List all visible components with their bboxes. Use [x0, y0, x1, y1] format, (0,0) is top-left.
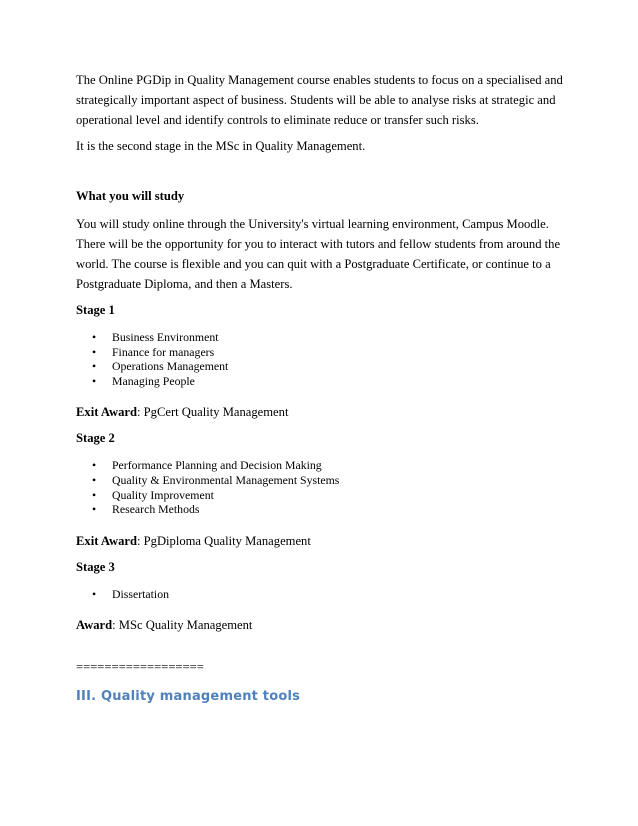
stage-3-list [76, 587, 576, 602]
intro-paragraph [76, 70, 576, 130]
award-value: : PgCert Quality Management [137, 405, 289, 420]
bullet-icon: • [92, 586, 97, 601]
list-item: • Performance Planning and Decision Making [92, 458, 322, 473]
bullet-icon: • [92, 330, 97, 344]
stage-3-award [76, 615, 576, 635]
list-item: • Quality Improvement [92, 487, 214, 502]
study-line-2: There will be the opportunity for you to interact with tutors and fellow students from around the [76, 237, 561, 251]
study-line-3: world. The course is flexible and you can quit with a Postgraduate Certificate, or continue to a [76, 257, 551, 271]
bullet-icon: • [92, 487, 97, 502]
study-line-4: Postgraduate Diploma, and then a Masters. [76, 277, 293, 291]
award-label: Award [76, 618, 113, 633]
stage-2-list [76, 458, 576, 516]
document-page [76, 70, 576, 707]
bullet-icon: • [92, 344, 97, 359]
stage-2-title: Stage 2 [76, 431, 115, 446]
bullet-icon: • [92, 373, 97, 388]
list-item: • Research Methods [92, 502, 200, 517]
stage-1-title: Stage 1 [76, 303, 115, 317]
list-item: • Managing People [92, 373, 195, 388]
study-heading: What you will study [76, 189, 185, 203]
list-item: • Business Environment [92, 330, 219, 344]
list-item: • Finance for managers [92, 344, 215, 359]
intro-line-2: strategically important aspect of business. Students will be able to analyse risks at strategic and [76, 93, 556, 107]
bullet-icon: • [92, 359, 97, 374]
stage-1-award [76, 402, 576, 422]
section-heading: III. Quality management tools [76, 689, 301, 705]
list-item: • Quality & Environmental Management Systems [92, 472, 340, 487]
intro-line-1: The Online PGDip in Quality Management course enables students to focus on a specialised and [76, 73, 563, 87]
study-line-1: You will study online through the University's virtual learning environment, Campus Moodle. [76, 217, 549, 231]
list-item: • Dissertation [92, 586, 170, 601]
list-item: • Operations Management [92, 359, 229, 374]
bullet-icon: • [92, 502, 97, 517]
intro-line-3: operational level and identify controls to eliminate reduce or transfer such risks. [76, 113, 479, 127]
bullet-icon: • [92, 458, 97, 473]
stage-1-list [76, 330, 576, 388]
stage-3-title: Stage 3 [76, 559, 115, 574]
bullet-icon: • [92, 472, 97, 487]
award-value: : MSc Quality Management [112, 618, 253, 633]
award-label: Exit Award [76, 533, 137, 548]
second-stage-paragraph: It is the second stage in the MSc in Quality Management. [76, 139, 366, 153]
study-paragraph [76, 214, 576, 294]
stage-2-award [76, 531, 576, 551]
separator-line: ================== [76, 660, 204, 675]
award-label: Exit Award [76, 405, 137, 420]
award-value: : PgDiploma Quality Management [137, 533, 311, 548]
